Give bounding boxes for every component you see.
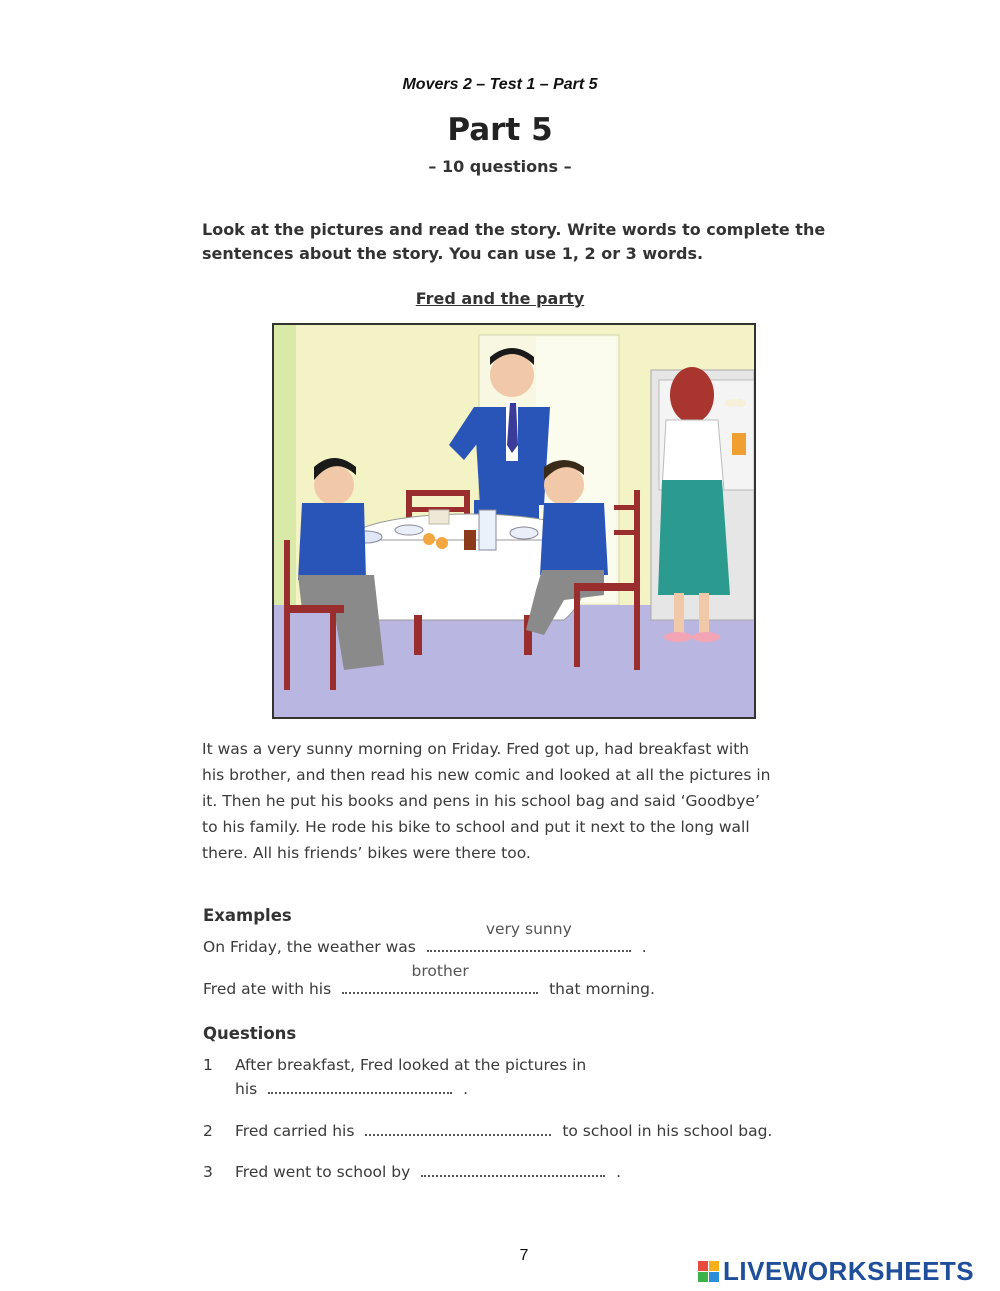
story-line: to his family. He rode his bike to school and put it next to the long wall <box>202 818 750 836</box>
document-header: Movers 2 – Test 1 – Part 5 <box>402 76 598 93</box>
story-title: Fred and the party <box>415 289 585 308</box>
part-title: Part 5 <box>447 112 553 148</box>
question-text-after: . <box>463 1080 469 1098</box>
answer-2-input[interactable] <box>365 1130 551 1136</box>
question-2 <box>203 1122 772 1140</box>
question-text-before: his <box>235 1080 258 1098</box>
example-2 <box>203 962 655 998</box>
question-number: 2 <box>203 1122 213 1140</box>
example-answer-blank <box>427 920 631 952</box>
breakfast-scene-image <box>274 325 754 717</box>
question-number: 1 <box>203 1056 213 1074</box>
examples-heading: Examples <box>203 906 292 925</box>
example-text-after: . <box>641 938 647 956</box>
liveworksheets-logo[interactable] <box>698 1256 974 1287</box>
question-3 <box>203 1163 621 1181</box>
story-illustration <box>272 323 756 719</box>
instructions: Look at the pictures and read the story. Write words to complete the sentences about the story. You can use 1, 2 or 3 words. <box>202 220 826 263</box>
example-text-after: that morning. <box>549 980 655 998</box>
question-text-after: . <box>616 1163 622 1181</box>
example-answer: very sunny <box>485 920 572 938</box>
liveworksheets-icon <box>698 1261 719 1282</box>
part-subtitle: – 10 questions – <box>428 157 572 176</box>
question-1-line-2 <box>235 1080 468 1098</box>
brand-name: LIVEWORKSHEETS <box>723 1256 975 1286</box>
example-1 <box>203 920 647 956</box>
question-text: After breakfast, Fred looked at the pictures in <box>235 1056 587 1074</box>
question-text-after: to school in his school bag. <box>562 1122 773 1140</box>
story-line: It was a very sunny morning on Friday. Fred got up, had breakfast with <box>202 740 750 758</box>
example-text-before: On Friday, the weather was <box>203 938 416 956</box>
answer-3-input[interactable] <box>421 1171 605 1177</box>
story-line: it. Then he put his books and pens in his school bag and said ‘Goodbye’ <box>202 792 760 810</box>
question-text-before: Fred carried his <box>235 1122 355 1140</box>
example-text-before: Fred ate with his <box>203 980 332 998</box>
question-text-before: Fred went to school by <box>235 1163 411 1181</box>
story-text <box>202 736 842 866</box>
page-number: 7 <box>519 1247 529 1264</box>
story-line: his brother, and then read his new comic and looked at all the pictures in <box>202 766 771 784</box>
question-number: 3 <box>203 1163 213 1181</box>
answer-1-input[interactable] <box>268 1088 452 1094</box>
example-answer-blank <box>342 962 538 994</box>
story-line: there. All his friends’ bikes were there too. <box>202 844 531 862</box>
questions-heading: Questions <box>203 1024 297 1043</box>
example-answer: brother <box>411 962 469 980</box>
question-1 <box>203 1056 586 1074</box>
